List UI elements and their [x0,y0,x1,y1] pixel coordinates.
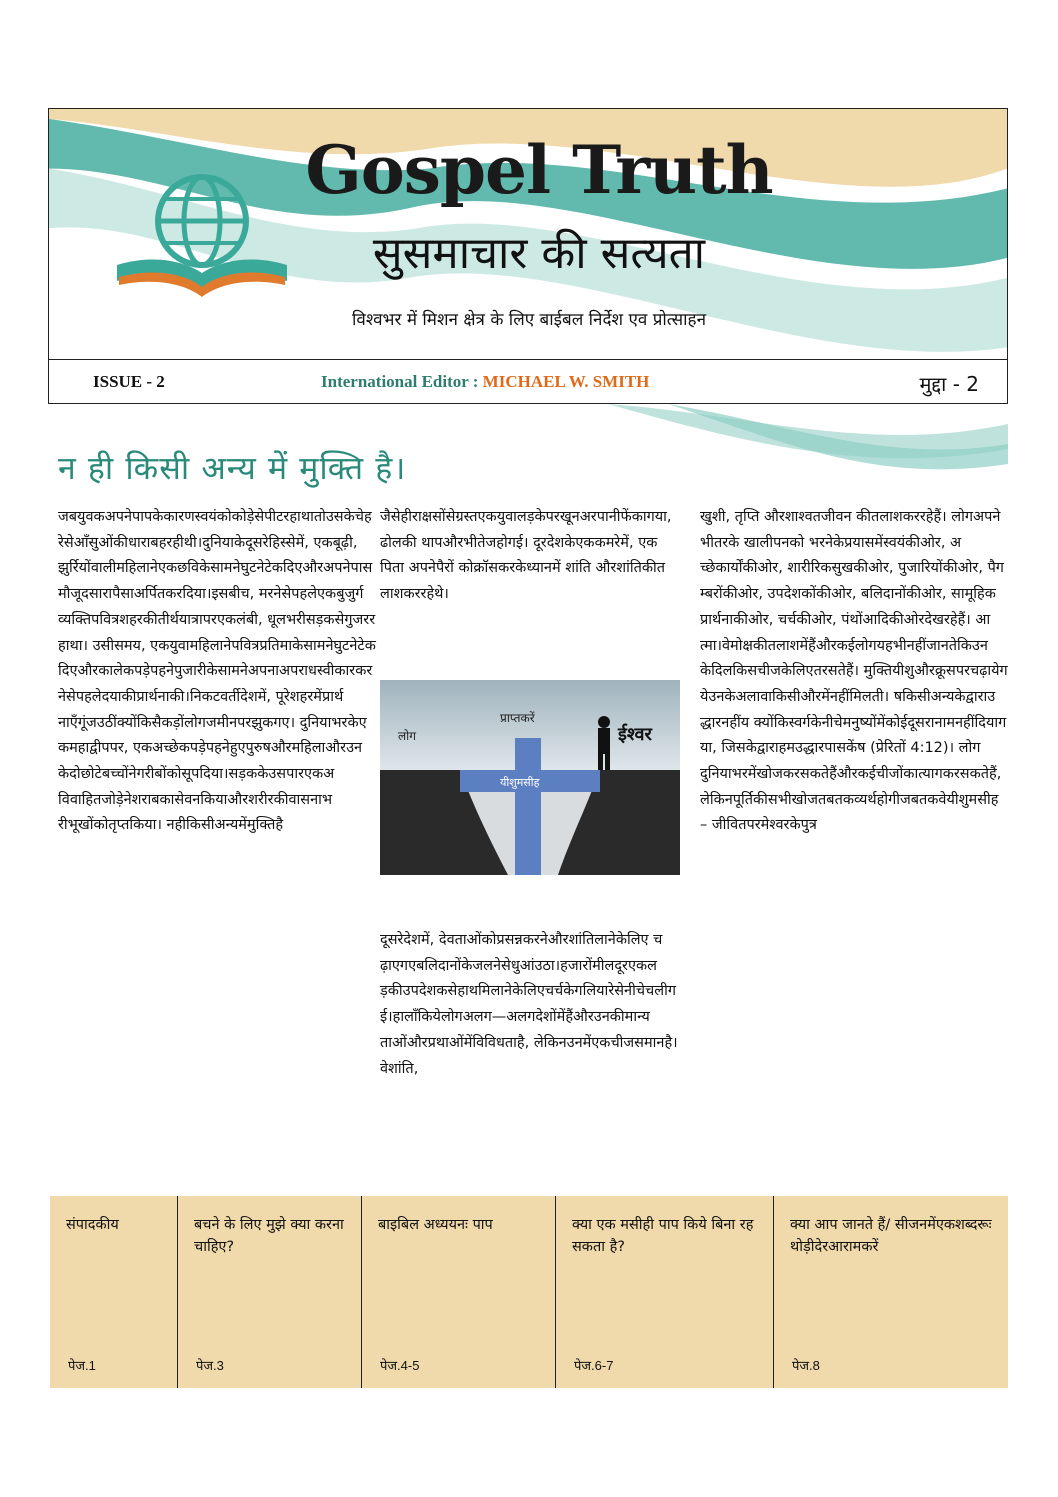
tagline: विश्वभर में मिशन क्षेत्र के लिए बाईबल निर्देश एव प्रोत्साहन [351,310,707,330]
article-column-2-top: जैसेहीराक्षसोंसेग्रस्तएकयुवालड़केपरखूनअरपानीफेंकागया, ढोलकी थापऔरभीतेजहोगई। दूरदेशकेएककमरेमें, एकपिता अपनेपैरों कोक्रॉसकरकेध्यानमें शांति औरशांतिकीतलाशकररहेथे। [380,509,672,603]
article-column-2-bottom: दूसरेदेशमें, देवताओंकोप्रसन्नकरनेऔरशांतिलानेकेलिए चढ़ाएगएबलिदानोंकेजलनेसेधुआंउठा।हजारोंमीलदूरएकलड़कीउपदेशकसेहाथमिलानेकेलिएचर्चकेगलियारेसेनीचेचलीगई।हालाँकियेलोगअलग—अलगदेशोंमेंहैंऔरउनकीमान्यताओंऔरप्रथाओंमेंविविधताहै, लेकिनउनमेंएकचीजसमानहै।वेशांति, [380,932,678,1077]
masthead [48,108,1008,404]
article-headline: न ही किसी अन्य में मुक्ति है। [58,449,407,487]
issue-number-en: ISSUE - 2 [93,372,165,391]
contents-footer [50,1196,1008,1388]
contents-item[interactable] [178,1196,362,1388]
issue-bar [49,359,1007,404]
contents-item-page: पेज.4-5 [380,1358,420,1373]
newsletter-subtitle: सुसमाचार की सत्यता [372,228,706,279]
contents-item[interactable] [556,1196,774,1388]
contents-item-title: क्या आप जानते हैं/ सीजनमेंएकशब्दरूः थोड़ीदेरआरामकरें [790,1217,992,1255]
editor-label: International Editor : [321,372,483,391]
contents-item-title: संपादकीय [66,1217,119,1233]
label-god: ईश्वर [618,724,652,745]
contents-item-title: क्या एक मसीही पाप किये बिना रह सकता है? [572,1217,754,1255]
label-jesus: यीशुमसीह [500,776,540,789]
contents-item-page: पेज.6-7 [574,1358,614,1373]
contents-item[interactable] [50,1196,178,1388]
contents-item-page: पेज.3 [196,1358,224,1373]
issue-number-hi: मुद्दा - 2 [919,372,979,396]
contents-item[interactable] [774,1196,1008,1388]
article-column-1: जबयुवकअपनेपापकेकारणस्वयंकोकोड़ेसेपीटरहाथातोउसकेचेहरेसेआँसुओंकीधाराबहरहीथी।दुनियाकेदूसरेहिस्सेमें, एकबूढ़ी, झुर्रियोंवालीमहिलानेएकछविकेसामनेघुटनेटेकदिएऔरअपनेपासमौजूदसारापैसाअर्पितकरदिया।इसबीच, मरनेसेपहलेएकबुजुर्गव्यक्तिपवित्रशहरकीतीर्थयात्रापरएकलंबी, धूलभरीसड़कसेगुजररहाथा। उसीसमय, एकयुवामहिलानेपवित्रप्रतिमाकेसामनेघुटनेटेकदिएऔरकालेकपड़ेपहनेपुजारीकेसामनेअपनाअपराधस्वीकारकरनेसेपहलेदयाकीप्रार्थनाकी।निकटवर्तीदेशमें, पूरेशहरमेंप्रार्थनाएँगूंजउठींक्योंकिसैकड़ोंलोगजमीनपरझुकगए। दुनियाभरकेएकमहाद्वीपपर, एकअच्छेकपड़ेपहनेहुएपुरुषऔरमहिलाऔरउनकेदोछोटेबच्चोंनेगरीबोंकोसूपदिया।सड़ककेउसपारएकअविवाहितजोड़ेनेशराबकासेवनकियाऔरशरीरकीवासनाभरीभूखोंकोतृप्तकिया। नहीकिसीअन्यमेंमुक्तिहै [58,509,376,834]
contents-item-title: बाइबिल अध्ययनः पाप [378,1217,493,1233]
label-receive: प्राप्तकरें [500,711,535,725]
label-people: लोग [398,729,417,743]
contents-item-title: बचने के लिए मुझे क्या करना चाहिए? [194,1217,344,1255]
newsletter-title: Gospel Truth [305,131,773,209]
contents-item-page: पेज.8 [792,1358,820,1373]
contents-item-page: पेज.1 [68,1358,96,1373]
editor-name: MICHAEL W. SMITH [482,372,650,391]
cross-bridge-illustration [380,680,680,875]
contents-item[interactable] [362,1196,556,1388]
article-column-3: खुशी, तृप्ति औरशाश्वतजीवन कीतलाशकररहेहैं। लोगअपने भीतरके खालीपनको भरनेकेप्रयासमेंस्वयंकीओर, अच्छेकार्योंकीओर, शारीरिकसुखकीओर, पुजारियोंकीओर, पैगम्बरोंकीओर, उपदेशकोंकीओर, बलिदानोंकीओर, सामूहिकप्रार्थनाकीओर, चर्चकीओर, पंथोंआदिकीओरदेखरहेहैं। आत्मा।वेमोक्षकीतलाशमेंहैंऔरकईलोगयहभीनहींजानतेकिउनकेदिलकिसचीजकेलिएतरसतेहैं। मुक्तियीशुऔरक्रूसपरचढ़ायेगयेउनकेअलावाकिसीऔरमेंनहींमिलती। षकिसीअन्यकेद्वाराउद्धारनहींय क्योंकिस्वर्गकेनीचेमनुष्योंमेंकोईदूसरानामनहींदियागया, जिसकेद्वाराहमउद्धारपासकेंष (प्रेरितों 4:12)। लोगदुनियाभरमेंखोजकरसकतेहैंऔरकईचीजोंकात्यागकरसकतेहैं, लेकिनपूर्तिकीसभीखोजतबतकव्यर्थहोगीजबतकवेयीशुमसीह – जीवितपरमेश्वरकेपुत्र [700,509,1008,834]
editor-credit [321,372,649,392]
